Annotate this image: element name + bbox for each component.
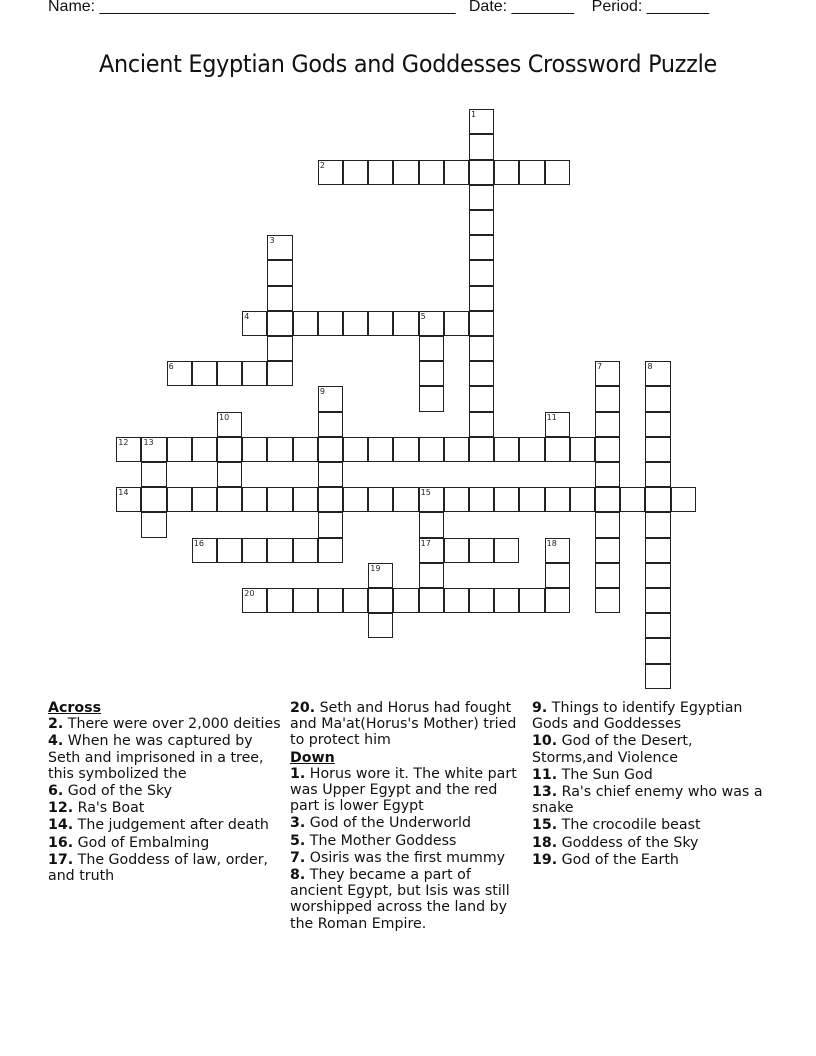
grid-cell[interactable] bbox=[469, 487, 494, 512]
grid-cell[interactable] bbox=[293, 487, 318, 512]
grid-cell[interactable] bbox=[494, 437, 519, 462]
grid-cell[interactable] bbox=[192, 487, 217, 512]
grid-cell[interactable] bbox=[645, 462, 670, 487]
grid-cell[interactable] bbox=[469, 437, 494, 462]
grid-cell[interactable] bbox=[343, 588, 368, 613]
grid-cell[interactable] bbox=[545, 538, 570, 563]
grid-cell[interactable] bbox=[318, 487, 343, 512]
grid-cell[interactable] bbox=[267, 437, 292, 462]
grid-cell[interactable] bbox=[595, 487, 620, 512]
clue-number: 13 bbox=[143, 437, 154, 447]
grid-cell[interactable] bbox=[393, 437, 418, 462]
grid-cell[interactable] bbox=[595, 386, 620, 411]
grid-cell[interactable] bbox=[419, 563, 444, 588]
grid-cell[interactable] bbox=[645, 613, 670, 638]
grid-cell[interactable] bbox=[444, 311, 469, 336]
name-label: Name: bbox=[48, 0, 96, 15]
grid-cell[interactable] bbox=[217, 412, 242, 437]
clues-column-3 bbox=[532, 700, 768, 869]
grid-cell[interactable] bbox=[419, 311, 444, 336]
grid-cell[interactable] bbox=[469, 412, 494, 437]
grid-cell[interactable] bbox=[419, 512, 444, 537]
grid-cell[interactable] bbox=[318, 462, 343, 487]
clue-down-10: 10. God of the Desert, Storms,and Violence bbox=[532, 733, 693, 766]
grid-cell[interactable] bbox=[645, 588, 670, 613]
grid-cell[interactable] bbox=[419, 487, 444, 512]
across-heading: Across bbox=[48, 700, 102, 716]
grid-cell[interactable] bbox=[217, 538, 242, 563]
clue-number: 9 bbox=[319, 387, 325, 397]
clue-down-13: 13. Ra's chief enemy who was a snake bbox=[532, 784, 763, 817]
grid-cell[interactable] bbox=[469, 386, 494, 411]
grid-cell[interactable] bbox=[494, 538, 519, 563]
grid-cell[interactable] bbox=[419, 538, 444, 563]
grid-cell[interactable] bbox=[318, 512, 343, 537]
grid-cell[interactable] bbox=[645, 437, 670, 462]
clue-down-1: 1. Horus wore it. The white part was Upper Egypt and the red part is lower Egypt bbox=[290, 765, 517, 815]
grid-cell[interactable] bbox=[595, 437, 620, 462]
grid-cell[interactable] bbox=[595, 512, 620, 537]
grid-cell[interactable] bbox=[141, 462, 166, 487]
grid-cell[interactable] bbox=[167, 487, 192, 512]
clue-number: 2 bbox=[319, 160, 325, 170]
grid-cell[interactable] bbox=[267, 588, 292, 613]
grid-cell[interactable] bbox=[293, 311, 318, 336]
clues-column-2 bbox=[290, 700, 526, 933]
grid-cell[interactable] bbox=[393, 160, 418, 185]
clue-down-18: 18. Goddess of the Sky bbox=[532, 834, 699, 851]
grid-cell[interactable] bbox=[570, 487, 595, 512]
grid-cell[interactable] bbox=[545, 563, 570, 588]
clue-across-2: 2. There were over 2,000 deities bbox=[48, 716, 281, 733]
grid-cell[interactable] bbox=[469, 109, 494, 134]
clue-number: 12 bbox=[118, 437, 129, 447]
grid-cell[interactable] bbox=[368, 160, 393, 185]
clue-down-19: 19. God of the Earth bbox=[532, 851, 679, 868]
grid-cell[interactable] bbox=[318, 412, 343, 437]
date-blank[interactable]: _______ bbox=[511, 0, 574, 15]
grid-cell[interactable] bbox=[242, 437, 267, 462]
grid-cell[interactable] bbox=[167, 437, 192, 462]
grid-cell[interactable] bbox=[242, 538, 267, 563]
grid-cell[interactable] bbox=[393, 311, 418, 336]
grid-cell[interactable] bbox=[318, 386, 343, 411]
grid-cell[interactable] bbox=[444, 160, 469, 185]
grid-cell[interactable] bbox=[192, 437, 217, 462]
grid-cell[interactable] bbox=[242, 311, 267, 336]
grid-cell[interactable] bbox=[267, 538, 292, 563]
grid-cell[interactable] bbox=[116, 437, 141, 462]
grid-cell[interactable] bbox=[242, 588, 267, 613]
grid-cell[interactable] bbox=[469, 311, 494, 336]
clue-number: 15 bbox=[420, 488, 431, 498]
grid-cell[interactable] bbox=[545, 160, 570, 185]
grid-cell[interactable] bbox=[519, 588, 544, 613]
grid-cell[interactable] bbox=[267, 311, 292, 336]
grid-cell[interactable] bbox=[116, 487, 141, 512]
grid-cell[interactable] bbox=[545, 588, 570, 613]
grid-cell[interactable] bbox=[167, 361, 192, 386]
grid-cell[interactable] bbox=[318, 588, 343, 613]
clue-down-15: 15. The crocodile beast bbox=[532, 817, 701, 834]
grid-cell[interactable] bbox=[368, 588, 393, 613]
clue-down-7: 7. Osiris was the first mummy bbox=[290, 849, 506, 866]
grid-cell[interactable] bbox=[343, 437, 368, 462]
clue-number: 1 bbox=[471, 110, 477, 120]
clue-number: 3 bbox=[269, 236, 275, 246]
grid-cell[interactable] bbox=[595, 563, 620, 588]
clue-down-8: 8. They became a part of ancient Egypt, but Isis was still worshipped across the land by the Roman Empire. bbox=[290, 867, 510, 932]
grid-cell[interactable] bbox=[293, 437, 318, 462]
grid-cell[interactable] bbox=[343, 311, 368, 336]
down-heading: Down bbox=[290, 749, 335, 766]
grid-cell[interactable] bbox=[217, 361, 242, 386]
grid-cell[interactable] bbox=[645, 361, 670, 386]
puzzle-title: Ancient Egyptian Gods and Goddesses Crossword Puzzle bbox=[98, 50, 718, 78]
student-info-header bbox=[48, 0, 709, 16]
grid-cell[interactable] bbox=[141, 487, 166, 512]
grid-cell[interactable] bbox=[444, 538, 469, 563]
clue-number: 19 bbox=[370, 563, 381, 573]
grid-cell[interactable] bbox=[217, 462, 242, 487]
name-blank[interactable]: ________________________________________ bbox=[99, 0, 456, 15]
grid-cell[interactable] bbox=[267, 286, 292, 311]
grid-cell[interactable] bbox=[217, 437, 242, 462]
grid-cell[interactable] bbox=[192, 361, 217, 386]
grid-cell[interactable] bbox=[620, 487, 645, 512]
grid-cell[interactable] bbox=[469, 235, 494, 260]
grid-cell[interactable] bbox=[469, 260, 494, 285]
clue-across-14: 14. The judgement after death bbox=[48, 817, 269, 834]
grid-cell[interactable] bbox=[469, 538, 494, 563]
clue-number: 10 bbox=[219, 412, 230, 422]
grid-cell[interactable] bbox=[595, 588, 620, 613]
grid-cell[interactable] bbox=[293, 538, 318, 563]
grid-cell[interactable] bbox=[469, 210, 494, 235]
grid-cell[interactable] bbox=[444, 437, 469, 462]
grid-cell[interactable] bbox=[469, 361, 494, 386]
grid-cell[interactable] bbox=[318, 160, 343, 185]
grid-cell[interactable] bbox=[419, 437, 444, 462]
grid-cell[interactable] bbox=[469, 185, 494, 210]
clue-number: 14 bbox=[118, 488, 129, 498]
grid-cell[interactable] bbox=[595, 412, 620, 437]
grid-cell[interactable] bbox=[368, 437, 393, 462]
grid-cell[interactable] bbox=[469, 160, 494, 185]
grid-cell[interactable] bbox=[419, 588, 444, 613]
clue-number: 6 bbox=[168, 362, 174, 372]
grid-cell[interactable] bbox=[318, 437, 343, 462]
grid-cell[interactable] bbox=[318, 538, 343, 563]
grid-cell[interactable] bbox=[519, 487, 544, 512]
grid-cell[interactable] bbox=[519, 160, 544, 185]
grid-cell[interactable] bbox=[444, 588, 469, 613]
grid-cell[interactable] bbox=[242, 361, 267, 386]
grid-cell[interactable] bbox=[267, 487, 292, 512]
clue-number: 8 bbox=[647, 362, 653, 372]
grid-cell[interactable] bbox=[267, 361, 292, 386]
grid-cell[interactable] bbox=[267, 336, 292, 361]
grid-cell[interactable] bbox=[595, 538, 620, 563]
grid-cell[interactable] bbox=[469, 588, 494, 613]
clue-across-20: 20. Seth and Horus had fought and Ma'at(Horus's Mother) tried to protect him bbox=[290, 700, 517, 749]
grid-cell[interactable] bbox=[293, 588, 318, 613]
clue-number: 18 bbox=[546, 538, 557, 548]
grid-cell[interactable] bbox=[545, 487, 570, 512]
grid-cell[interactable] bbox=[368, 311, 393, 336]
grid-cell[interactable] bbox=[519, 437, 544, 462]
clue-down-5: 5. The Mother Goddess bbox=[290, 832, 457, 849]
clue-number: 16 bbox=[193, 538, 205, 548]
grid-cell[interactable] bbox=[368, 487, 393, 512]
grid-cell[interactable] bbox=[419, 361, 444, 386]
clue-down-11: 11. The Sun God bbox=[532, 766, 653, 783]
grid-cell[interactable] bbox=[343, 487, 368, 512]
clue-number: 4 bbox=[244, 311, 250, 321]
grid-cell[interactable] bbox=[444, 487, 469, 512]
grid-cell[interactable] bbox=[368, 613, 393, 638]
clue-number: 20 bbox=[244, 589, 255, 599]
grid-cell[interactable] bbox=[671, 487, 696, 512]
grid-cell[interactable] bbox=[267, 260, 292, 285]
clue-across-6: 6. God of the Sky bbox=[48, 783, 173, 800]
grid-cell[interactable] bbox=[393, 487, 418, 512]
grid-cell[interactable] bbox=[242, 487, 267, 512]
grid-cell[interactable] bbox=[494, 588, 519, 613]
grid-cell[interactable] bbox=[141, 437, 166, 462]
grid-cell[interactable] bbox=[494, 160, 519, 185]
grid-cell[interactable] bbox=[570, 437, 595, 462]
grid-cell[interactable] bbox=[645, 638, 670, 663]
grid-cell[interactable] bbox=[419, 386, 444, 411]
grid-cell[interactable] bbox=[645, 664, 670, 689]
grid-cell[interactable] bbox=[217, 487, 242, 512]
grid-cell[interactable] bbox=[469, 286, 494, 311]
grid-cell[interactable] bbox=[469, 336, 494, 361]
grid-cell[interactable] bbox=[141, 512, 166, 537]
grid-cell[interactable] bbox=[419, 160, 444, 185]
grid-cell[interactable] bbox=[545, 412, 570, 437]
grid-cell[interactable] bbox=[645, 538, 670, 563]
grid-cell[interactable] bbox=[267, 235, 292, 260]
clue-across-16: 16. God of Embalming bbox=[48, 834, 210, 851]
grid-cell[interactable] bbox=[343, 160, 368, 185]
grid-cell[interactable] bbox=[545, 437, 570, 462]
clue-across-4: 4. When he was captured by Seth and imprisoned in a tree, this symbolized the bbox=[48, 733, 264, 782]
grid-cell[interactable] bbox=[494, 487, 519, 512]
clue-down-3: 3. God of the Underworld bbox=[290, 815, 471, 832]
period-label: Period: bbox=[591, 0, 643, 15]
clue-across-12: 12. Ra's Boat bbox=[48, 800, 145, 817]
grid-cell[interactable] bbox=[192, 538, 217, 563]
grid-cell[interactable] bbox=[645, 487, 670, 512]
grid-cell[interactable] bbox=[645, 386, 670, 411]
clue-across-17: 17. The Goddess of law, order, and truth bbox=[48, 851, 269, 885]
clue-number: 5 bbox=[420, 311, 426, 321]
grid-cell[interactable] bbox=[645, 412, 670, 437]
clue-number: 7 bbox=[597, 362, 603, 372]
grid-cell[interactable] bbox=[318, 311, 343, 336]
clues-column-1 bbox=[48, 700, 284, 885]
clue-number: 11 bbox=[546, 412, 557, 422]
grid-cell[interactable] bbox=[469, 134, 494, 159]
grid-cell[interactable] bbox=[368, 563, 393, 588]
grid-cell[interactable] bbox=[595, 462, 620, 487]
grid-cell[interactable] bbox=[419, 336, 444, 361]
clue-down-9: 9. Things to identify Egyptian Gods and Goddesses bbox=[532, 700, 743, 733]
grid-cell[interactable] bbox=[645, 563, 670, 588]
grid-cell[interactable] bbox=[645, 512, 670, 537]
clue-number: 17 bbox=[420, 538, 431, 548]
grid-cell[interactable] bbox=[595, 361, 620, 386]
grid-cell[interactable] bbox=[393, 588, 418, 613]
period-blank[interactable]: _______ bbox=[646, 0, 710, 15]
date-label: Date: bbox=[468, 0, 508, 15]
